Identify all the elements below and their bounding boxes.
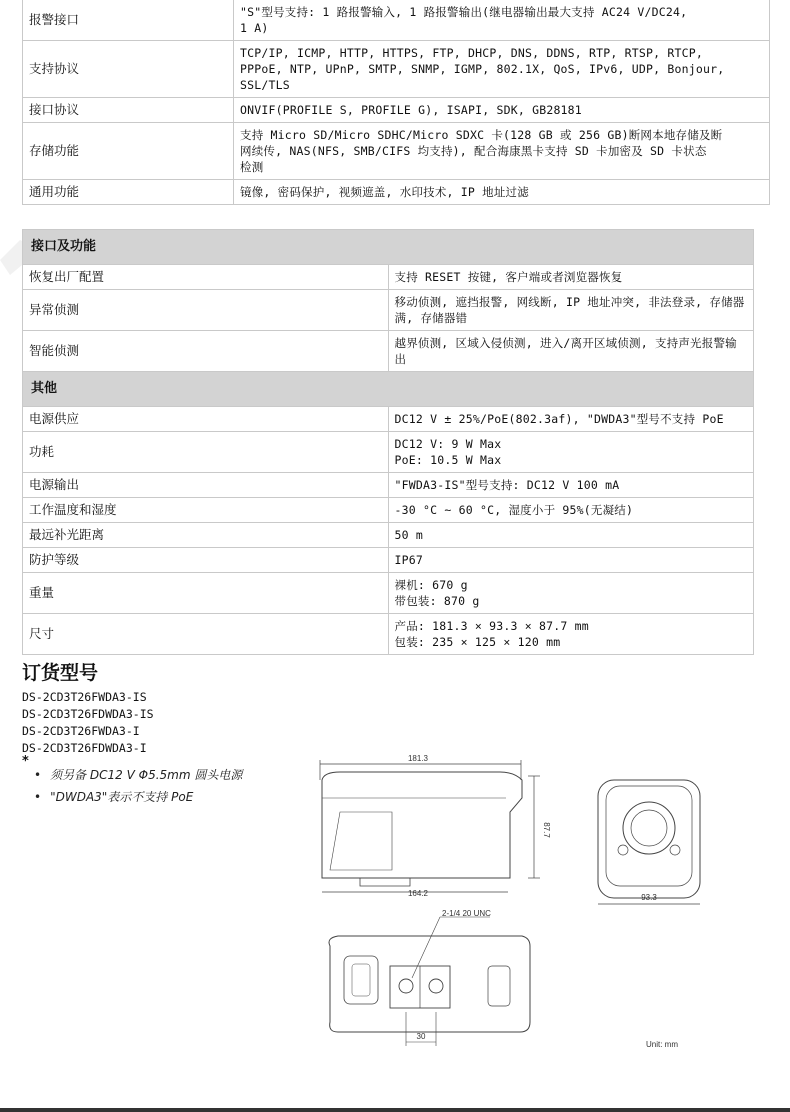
spec-value-line: 50 m — [394, 528, 423, 542]
dim-base-label: 164.2 — [407, 889, 429, 898]
spec-value-line: IP67 — [394, 553, 423, 567]
spec-value — [388, 614, 754, 655]
spec-value — [234, 41, 770, 98]
model-item: DS-2CD3T26FDWDA3-I — [22, 741, 147, 755]
spec-value — [388, 473, 754, 498]
spec-value — [388, 407, 754, 432]
spec-row — [23, 573, 754, 614]
spec-label: 智能侦测 — [23, 331, 389, 372]
spec-row — [23, 265, 754, 290]
spec-label: 电源供应 — [23, 407, 389, 432]
note-item: • 须另备 DC12 V Φ5.5mm 圆头电源 — [34, 764, 242, 786]
unit-label: Unit: mm — [646, 1040, 678, 1049]
front-view — [598, 780, 700, 904]
spec-value — [388, 548, 754, 573]
spec-label: 电源输出 — [23, 473, 389, 498]
spec-label: 异常侦测 — [23, 290, 389, 331]
spec-row — [23, 98, 770, 123]
spec-value — [234, 180, 770, 205]
note-item: • "DWDA3"表示不支持 PoE — [34, 786, 242, 808]
spec-label: 接口协议 — [23, 98, 234, 123]
spec-row — [23, 290, 754, 331]
spec-value — [388, 573, 754, 614]
section-header — [23, 230, 754, 265]
notes-list — [34, 764, 242, 808]
spec-value — [388, 498, 754, 523]
spec-value-line: 包装: 235 × 125 × 120 mm — [394, 635, 561, 649]
spec-value-line: DC12 V ± 25%/PoE(802.3af), "DWDA3"型号不支持 PoE — [394, 412, 724, 426]
spec-value-line: "S"型号支持: 1 路报警输入, 1 路报警输出(继电器输出最大支持 AC24 V/DC24, — [240, 5, 688, 19]
spec-label: 尺寸 — [23, 614, 389, 655]
spec-row — [23, 331, 754, 372]
dim-width-label: 93.3 — [641, 893, 657, 902]
spec-label: 工作温度和湿度 — [23, 498, 389, 523]
spec-value — [388, 290, 754, 331]
spec-value-line: 产品: 181.3 × 93.3 × 87.7 mm — [394, 619, 589, 633]
spec-row — [23, 432, 754, 473]
dim-mount-label: 30 — [416, 1032, 426, 1041]
thread-label: 2-1/4 20 UNC — [442, 909, 491, 918]
bottom-view — [329, 909, 678, 1049]
spec-row — [23, 0, 770, 41]
spec-value-line: 裸机: 670 g — [394, 578, 468, 592]
spec-table-top — [22, 0, 770, 205]
section-header — [23, 372, 754, 407]
spec-value-line: 越界侦测, 区域入侵侦测, 进入/离开区域侦测, 支持声光报警输出 — [394, 336, 737, 366]
spec-label: 重量 — [23, 573, 389, 614]
section-title: 接口及功能 — [23, 230, 754, 265]
spec-row — [23, 407, 754, 432]
model-item: DS-2CD3T26FDWDA3-IS — [22, 707, 154, 721]
spec-value-line: 移动侦测, 遮挡报警, 网线断, IP 地址冲突, 非法登录, 存储器满, 存储器错 — [394, 295, 745, 325]
spec-value-line: "FWDA3-IS"型号支持: DC12 V 100 mA — [394, 478, 620, 492]
spec-row — [23, 523, 754, 548]
spec-value-line: 检测 — [240, 160, 264, 174]
spec-value-line: -30 °C ~ 60 °C, 湿度小于 95%(无凝结) — [394, 503, 634, 517]
spec-value-line: PPPoE, NTP, UPnP, SMTP, SNMP, IGMP, 802.1X, QoS, IPv6, UDP, Bonjour, — [240, 62, 725, 76]
spec-value — [234, 98, 770, 123]
spec-value-line: 支持 RESET 按键, 客户端或者浏览器恢复 — [394, 270, 623, 284]
spec-label: 报警接口 — [23, 0, 234, 41]
spec-value-line: 1 A) — [240, 21, 269, 35]
spec-row — [23, 548, 754, 573]
spec-value-line: PoE: 10.5 W Max — [394, 453, 502, 467]
spec-value-line: 带包装: 870 g — [394, 594, 480, 608]
spec-label: 通用功能 — [23, 180, 234, 205]
spec-value-line: 镜像, 密码保护, 视频遮盖, 水印技术, IP 地址过滤 — [240, 185, 529, 199]
spec-value — [388, 432, 754, 473]
spec-row — [23, 123, 770, 180]
dim-height-label: 87.7 — [542, 822, 551, 838]
spec-value-line: DC12 V: 9 W Max — [394, 437, 502, 451]
spec-value — [234, 123, 770, 180]
spec-label: 防护等级 — [23, 548, 389, 573]
spec-row — [23, 180, 770, 205]
spec-value-line: TCP/IP, ICMP, HTTP, HTTPS, FTP, DHCP, DNS, DDNS, RTP, RTSP, RTCP, — [240, 46, 704, 60]
spec-value-line: 支持 Micro SD/Micro SDHC/Micro SDXC 卡(128 GB 或 256 GB)断网本地存储及断 — [240, 128, 723, 142]
spec-row — [23, 614, 754, 655]
spec-value — [388, 331, 754, 372]
ordering-title: 订货型号 — [22, 662, 99, 684]
spec-value-line: ONVIF(PROFILE S, PROFILE G), ISAPI, SDK, GB28181 — [240, 103, 582, 117]
note-star: * — [22, 754, 29, 769]
spec-value-line: SSL/TLS — [240, 78, 290, 92]
spec-row — [23, 41, 770, 98]
spec-label: 恢复出厂配置 — [23, 265, 389, 290]
section-title: 其他 — [23, 372, 754, 407]
model-item: DS-2CD3T26FWDA3-I — [22, 724, 140, 738]
dimension-drawing — [300, 750, 730, 1060]
spec-value — [234, 0, 770, 41]
spec-label: 支持协议 — [23, 41, 234, 98]
spec-row — [23, 473, 754, 498]
dim-length-label: 181.3 — [407, 754, 429, 763]
spec-value — [388, 523, 754, 548]
bottom-rule — [0, 1108, 790, 1112]
model-list — [22, 689, 154, 757]
spec-row — [23, 498, 754, 523]
spec-label: 存储功能 — [23, 123, 234, 180]
side-view — [320, 754, 551, 898]
spec-value-line: 网续传, NAS(NFS, SMB/CIFS 均支持), 配合海康黑卡支持 SD 卡加密及 SD 卡状态 — [240, 144, 707, 158]
ordering-section — [22, 658, 154, 757]
spec-table-bottom — [22, 229, 754, 655]
model-item: DS-2CD3T26FWDA3-IS — [22, 690, 147, 704]
spec-label: 最远补光距离 — [23, 523, 389, 548]
spec-label: 功耗 — [23, 432, 389, 473]
spec-value — [388, 265, 754, 290]
